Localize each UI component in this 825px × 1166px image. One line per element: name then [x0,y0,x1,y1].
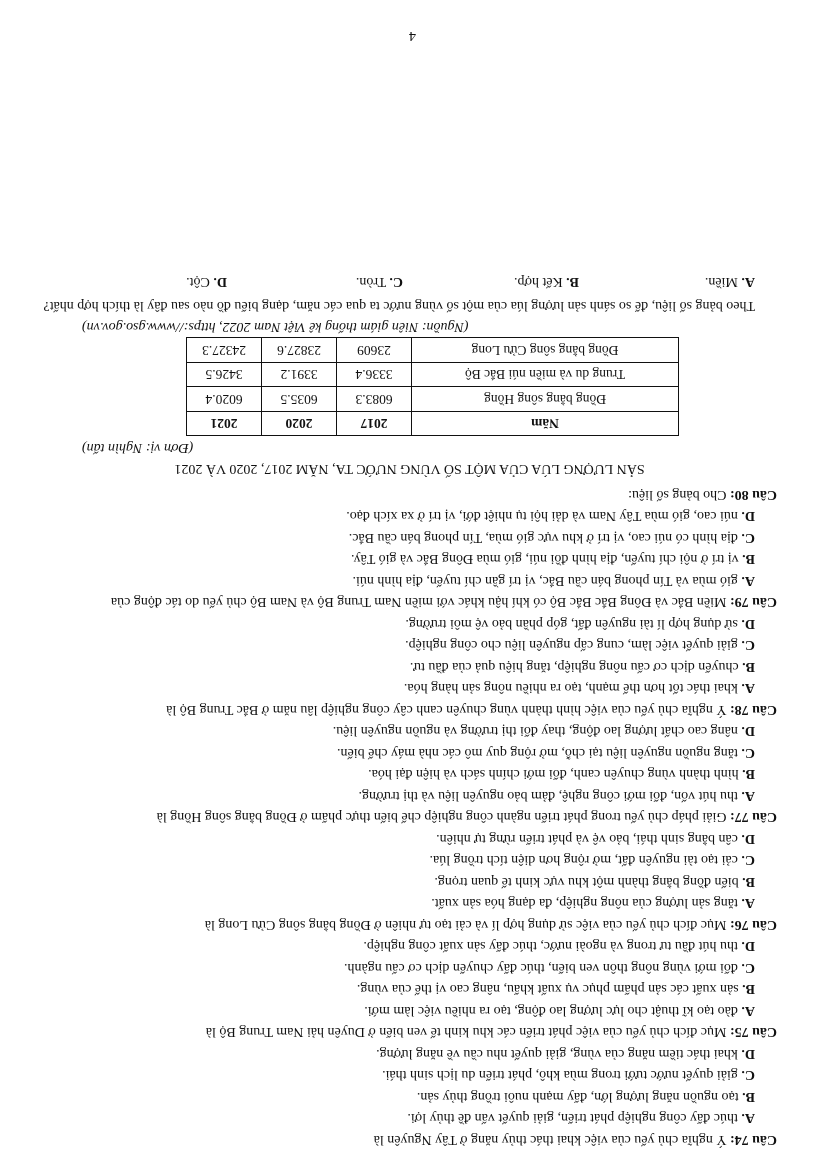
table-title: SẢN LƯỢNG LÚA CỦA MỘT SỐ VÙNG NƯỚC TA, NĂM 2017, 2020 VÀ 2021 [174,461,645,477]
option-b: B. sản xuất các sản phẩm phục vụ xuất khẩu, nâng cao vị thế của vùng. [356,981,755,997]
option-a: A. thu hút vốn, đổi mới công nghệ, đảm bảo nguyên liệu và thị trường. [358,788,755,803]
header-cell: 2020 [262,412,337,437]
page-content [42,271,777,1150]
table-unit: (Đơn vị: Nghìn tấn) [82,440,194,455]
option-a: A. tăng sản lượng của nông nghiệp, đa dạng hóa sản xuất. [431,895,755,911]
question-77 [42,720,777,828]
option-b: B. biến đồng bằng thành một khu vực kinh tế quan trọng. [434,874,755,889]
table-cell: 3336.4 [337,363,412,388]
option-d: D. Cột. [186,274,227,290]
header-cell: Năm [412,412,679,437]
option-a: A. gió mùa và Tín phong bán cầu Bắc, vị trí gần chí tuyến, địa hình núi. [352,573,755,588]
table-cell: Đồng bằng sông Cửu Long [412,338,679,363]
table-cell: 3391.2 [262,363,337,388]
data-table [186,338,679,437]
page-number: 4 [409,28,416,43]
question-number: Câu 76: [729,917,777,932]
question-number: Câu 77: [729,809,777,825]
question-number: Câu 75: [729,1024,777,1040]
option-c: C. đổi mới vùng nông thôn ven biển, thúc đẩy chuyển dịch cơ cấu ngành. [343,960,755,975]
question-76 [42,828,777,936]
option-c: C. Tròn. [355,274,403,290]
option-b: B. Kết hợp. [514,274,579,290]
option-d: D. nâng cao chất lượng lao động, thay đổi thị trường và nguồn nguyên liệu. [332,723,755,739]
question-number: Câu 78: [729,702,777,717]
option-c: C. địa hình có núi cao, vị trí ở khu vực gió mùa, Tín phong bán cầu Bắc. [348,530,755,545]
question-stem: Mục đích chủ yếu của việc phát triển các khu kinh tế ven biển ở Duyên hải Nam Trung Bộ là [205,1024,727,1040]
question-number: Câu 74: [729,1132,777,1147]
option-b: B. vị trí ở nội chí tuyến, địa hình đồi núi, gió mùa Đông Bắc và gió Tây. [350,551,755,567]
question-stem: Miền Bắc và Đông Bắc Bắc Bộ có khí hậu khác với miền Nam Trung Bộ và Nam Bộ chủ yếu do tác động của [110,594,727,610]
table-cell: 24327.3 [187,338,262,363]
question-75 [42,935,777,1043]
header-cell: 2021 [187,412,262,437]
question-stem: Giải pháp chủ yếu trong phát triển ngành công nghiệp chế biến thực phẩm ở Đồng bằng sông Hồng là [156,809,727,825]
question-stem: Ý nghĩa chủ yếu của việc khai thác thủy năng ở Tây Nguyên là [373,1132,727,1147]
table-cell: 3426.5 [187,363,262,388]
options-row [42,271,777,293]
table-cell: 6035.5 [262,387,337,412]
question-79 [42,505,777,613]
question-number: Câu 80: [729,487,777,502]
table-cell: 23827.6 [262,338,337,363]
question-stem: Cho bảng số liệu: [628,487,727,502]
option-a: A. khai thác tốt hơn thế mạnh, tạo ra nhiều nông sản hàng hóa. [403,680,755,696]
table-source: (Nguồn: Niên giám thống kê Việt Nam 2022, https://www.gso.gov.vn) [82,319,469,335]
option-a: A. đào tạo kĩ thuật cho lực lượng lao động, tạo ra nhiều việc làm mới. [364,1003,755,1018]
option-c: C. giải quyết nước tưới trong mùa khô, phát triển du lịch sinh thái. [382,1067,755,1083]
option-d: D. cân bằng sinh thái, bảo vệ và phát triển rừng tự nhiên. [436,831,755,846]
table-cell: 6020.4 [187,387,262,412]
table-row [187,387,679,412]
option-a: A. Miền. [704,274,755,290]
option-b: B. hình thành vùng chuyên canh, đổi mới chính sách và hiện đại hóa. [368,766,755,782]
option-d: D. khai thác tiềm năng của vùng, giải quyết nhu cầu về năng lượng. [376,1046,755,1061]
table-cell: Đồng bằng sông Hồng [412,387,679,412]
table-row [187,363,679,388]
option-d: D. sử dụng hợp lí tài nguyên đất, góp phần bảo vệ môi trường. [405,616,755,631]
question-number: Câu 79: [729,594,777,610]
question-78 [42,613,777,721]
question-80 [42,271,777,505]
question-74 [42,1043,777,1151]
option-b: B. tạo nguồn năng lượng lớn, đẩy mạnh nuôi trồng thủy sản. [416,1089,755,1104]
option-b: B. chuyển dịch cơ cấu nông nghiệp, tăng hiệu quả của đầu tư. [409,659,755,674]
option-a: A. thúc đẩy công nghiệp phát triển, giải quyết vấn đề thủy lợi. [407,1110,755,1126]
table-cell: 6083.3 [337,387,412,412]
option-d: D. núi cao, gió mùa Tây Nam và dải hội tụ nhiệt đới, vị trí ở xa xích đạo. [346,508,755,524]
header-cell: 2017 [337,412,412,437]
option-d: D. thu hút đầu tư trong và ngoài nước, thúc đẩy sản xuất công nghiệp. [363,938,755,954]
question-stem: Ý nghĩa chủ yếu của việc hình thành vùng chuyên canh cây công nghiệp lâu năm ở Bắc Trung Bộ là [166,702,727,717]
option-c: C. tăng nguồn nguyên liệu tại chỗ, mở rộng quy mô các nhà máy chế biến. [337,745,755,760]
question-80-prompt: Theo bảng số liệu, để so sánh sản lượng lúa của một số vùng nước ta qua các năm, dạng biểu đồ nào sau đây là thích hợp nhất? [43,298,755,313]
table-header-row [187,412,679,437]
table-cell: Trung du và miền núi Bắc Bộ [412,363,679,388]
option-c: C. cải tạo tài nguyên đất, mở rộng hơn diện tích trồng lúa. [429,852,755,868]
table-row [187,338,679,363]
table-cell: 23609 [337,338,412,363]
option-c: C. giải quyết việc làm, cung cấp nguyên liệu cho công nghiệp. [405,637,755,653]
question-stem: Mục đích chủ yếu của việc sử dụng hợp lí và cải tạo tự nhiên ở Đồng bằng sông Cửu Long là [204,917,727,932]
